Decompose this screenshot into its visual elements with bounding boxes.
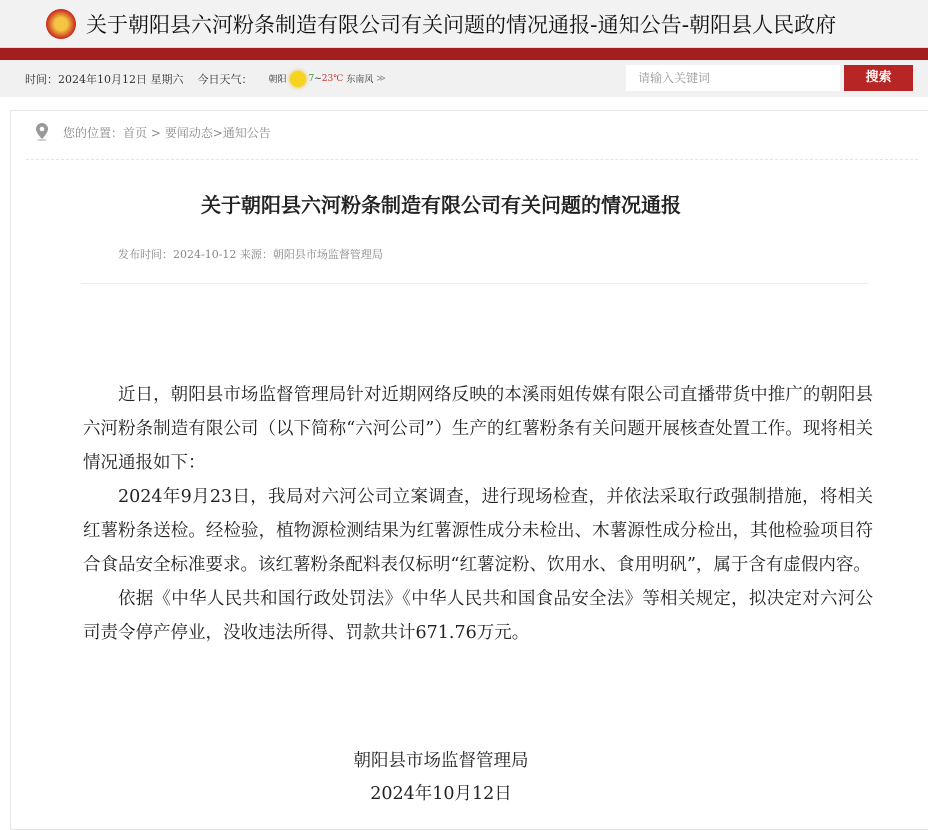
sign-date: 2024年10月12日 <box>370 784 512 804</box>
temp-low: 7 <box>308 73 315 84</box>
date-text: 时间：2024年10月12日 星期六 <box>25 72 184 86</box>
info-bar <box>0 60 928 97</box>
article-title: 关于朝阳县六河粉条制造有限公司有关问题的情况通报 <box>201 193 681 217</box>
sun-icon <box>290 71 306 87</box>
temp-high: 23℃ <box>321 73 344 84</box>
signature-block <box>11 745 871 811</box>
divider <box>26 159 918 160</box>
article-meta: 发布时间：2024-10-12 来源：朝阳县市场监督管理局 <box>118 248 383 261</box>
article-body <box>83 378 873 650</box>
search-input[interactable]: 请输入关键词 <box>626 65 840 91</box>
national-emblem-icon <box>46 9 76 39</box>
temp-sep: ~ <box>314 73 322 84</box>
search-button[interactable]: 搜索 <box>844 65 913 91</box>
paragraph: 依据《中华人民共和国行政处罚法》《中华人民共和国食品安全法》等相关规定，拟决定对六河公司责令停产停业，没收违法所得、罚款共计671.76万元。 <box>83 589 873 643</box>
red-banner <box>0 48 928 60</box>
more-icon[interactable]: ≫ <box>376 73 386 84</box>
breadcrumb-path[interactable]: 首页 > 要闻动态>通知公告 <box>123 125 271 140</box>
weather-city: 朝阳 <box>268 75 287 85</box>
paragraph: 2024年9月23日，我局对六河公司立案调查，进行现场检查，并依法采取行政强制措施，将相关红薯粉条送检。经检验，植物源检测结果为红薯源性成分未检出、木薯源性成分检出，其他检验项目符合食品安全标准要求。该红薯粉条配料表仅标明“红薯淀粉、饮用水、食用明矾”，属于含有虚假内容。 <box>83 487 873 575</box>
wind: 东南风 <box>346 75 374 85</box>
location-pin-icon <box>35 123 49 141</box>
divider <box>81 283 868 284</box>
breadcrumb-prefix: 您的位置： <box>63 125 124 140</box>
paragraph: 近日，朝阳县市场监督管理局针对近期网络反映的本溪雨姐传媒有限公司直播带货中推广的朝阳县六河粉条制造有限公司（以下简称“六河公司”）生产的红薯粉条有关问题开展核查处置工作。现将相关情况通报如下： <box>83 385 873 473</box>
window-title: 关于朝阳县六河粉条制造有限公司有关问题的情况通报-通知公告-朝阳县人民政府 <box>86 12 837 37</box>
breadcrumb <box>35 123 271 141</box>
weather-widget[interactable] <box>268 71 385 87</box>
weather-label: 今日天气： <box>197 72 253 86</box>
title-bar <box>0 0 928 48</box>
article-card <box>10 110 928 830</box>
signature: 朝阳县市场监督管理局 <box>353 751 529 771</box>
